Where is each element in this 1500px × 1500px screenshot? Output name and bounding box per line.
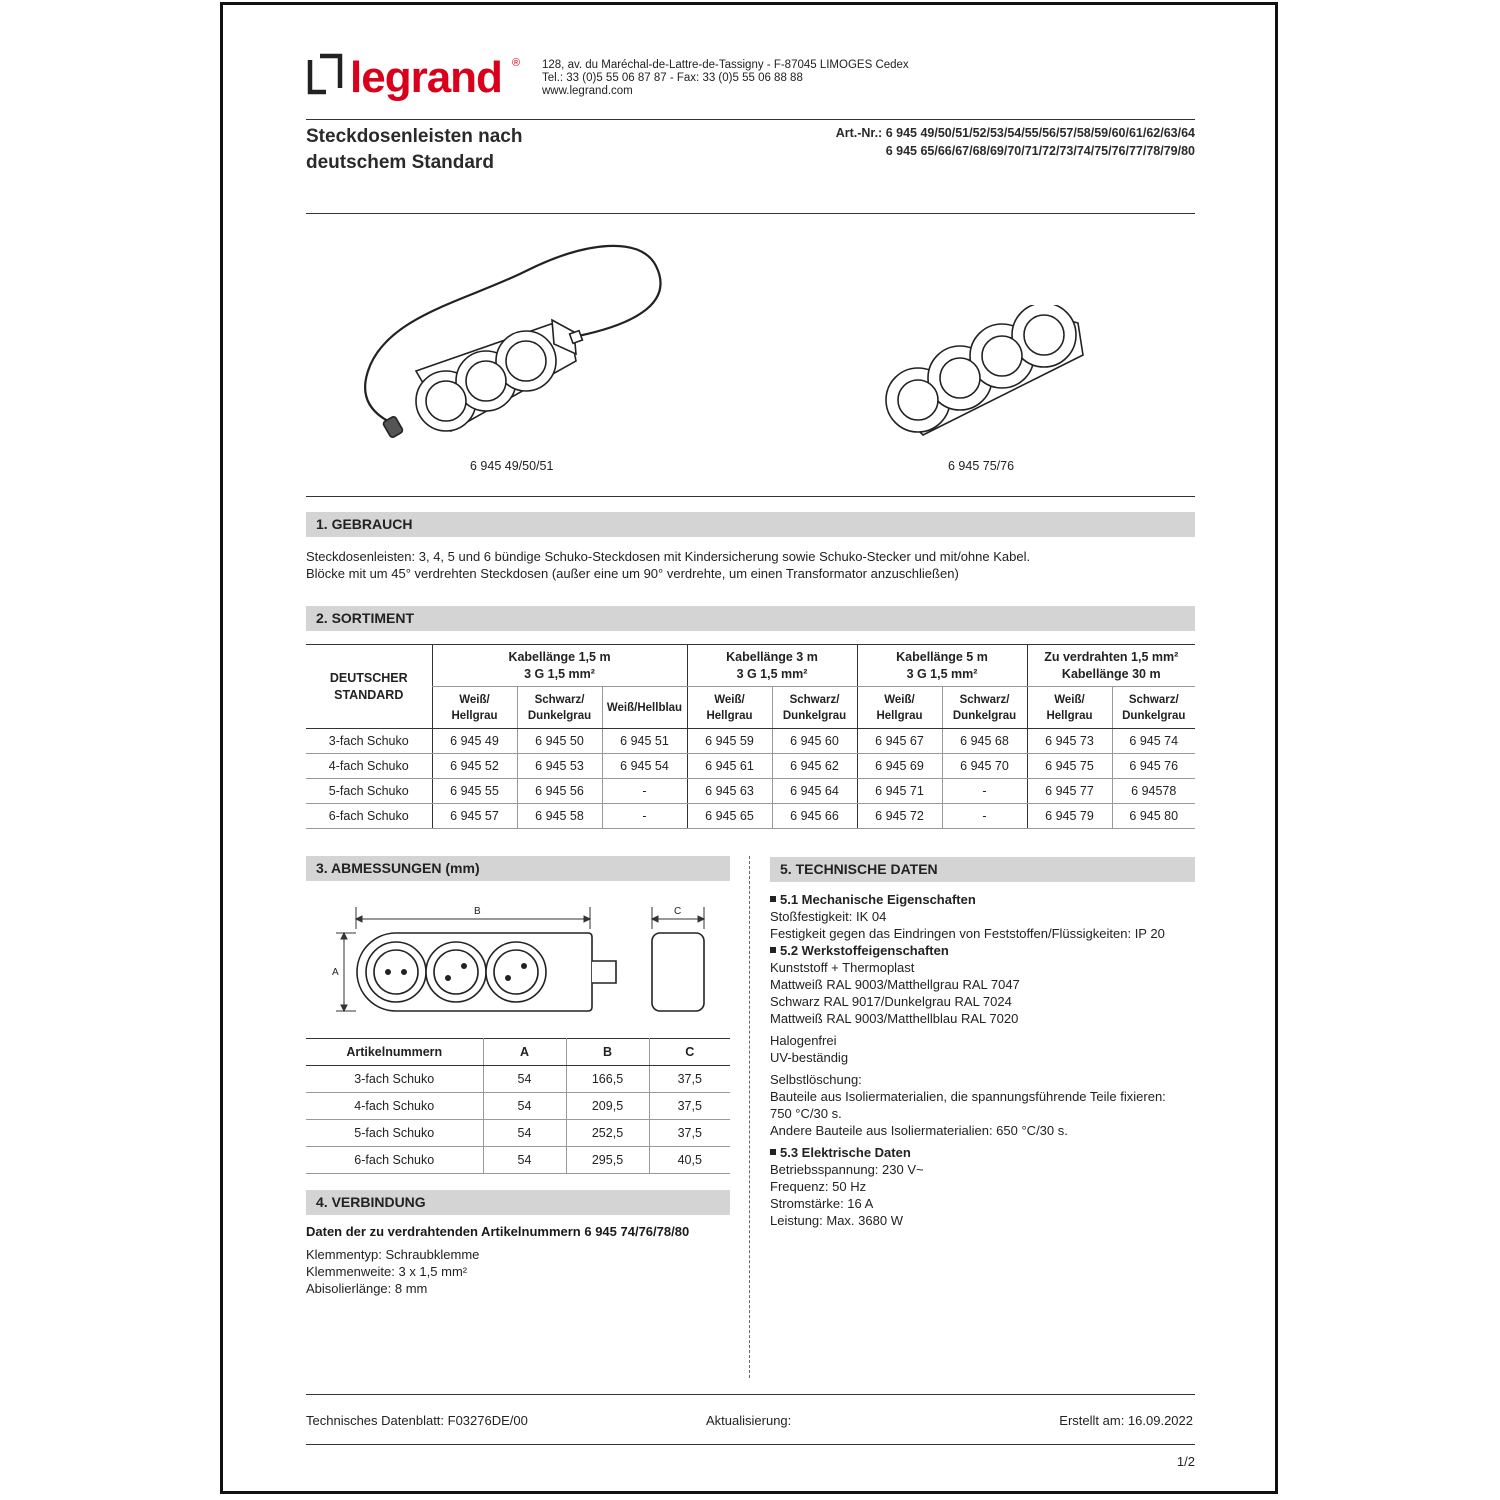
website-line: www.legrand.com — [542, 85, 633, 97]
table-cell: 6 945 68 — [942, 729, 1027, 754]
row-label: 5-fach Schuko — [306, 779, 432, 804]
table-cell: 6 945 69 — [857, 754, 942, 779]
table-cell: - — [942, 779, 1027, 804]
paragraph-line: Halogenfrei — [770, 1033, 837, 1048]
company-address — [542, 59, 909, 98]
table-cell: 54 — [483, 1093, 566, 1120]
dimension-drawing — [326, 903, 730, 1018]
subheader: Weiß/Hellblau — [602, 687, 687, 729]
subheader: Schwarz/ Dunkelgrau — [942, 687, 1027, 729]
document-title — [306, 124, 522, 176]
group-line: Kabellänge 5 m — [896, 649, 988, 664]
table-cell: 37,5 — [649, 1093, 730, 1120]
table-cell: 6 945 80 — [1112, 804, 1195, 829]
section-heading-verbindung: 4. VERBINDUNG — [306, 1190, 730, 1215]
section1-text — [306, 548, 1030, 582]
section-heading-abmessungen: 3. ABMESSUNGEN (mm) — [306, 856, 730, 881]
subheader: Weiß/ Hellgrau — [432, 687, 517, 729]
section-heading-gebrauch: 1. GEBRAUCH — [306, 512, 1195, 537]
col-header: C — [649, 1039, 730, 1066]
dim-label-b: B — [474, 906, 481, 917]
subheader: Weiß/ Hellgrau — [687, 687, 772, 729]
row-label: 4-fach Schuko — [306, 754, 432, 779]
paragraph-line: Stromstärke: 16 A — [770, 1196, 874, 1211]
subsection-title: 5.3 Elektrische Daten — [770, 1144, 1195, 1161]
footer-datasheet: Technisches Datenblatt: F03276DE/00 — [306, 1413, 528, 1428]
col-header: Artikelnummern — [306, 1039, 483, 1066]
dim-label-a: A — [332, 967, 339, 978]
table-row — [306, 754, 1195, 779]
table-cell: 6 945 59 — [687, 729, 772, 754]
section-heading-sortiment: 2. SORTIMENT — [306, 606, 1195, 631]
table-cell: 6 945 70 — [942, 754, 1027, 779]
group-header — [857, 645, 1027, 687]
footer-created: Erstellt am: 16.09.2022 — [1059, 1413, 1193, 1428]
paragraph-line: 750 °C/30 s. — [770, 1106, 842, 1121]
section-heading-technische-daten: 5. TECHNISCHE DATEN — [770, 857, 1195, 882]
group-header — [1027, 645, 1195, 687]
table-cell: - — [602, 779, 687, 804]
table-row — [306, 1093, 730, 1120]
column-separator — [749, 856, 750, 1378]
table-cell: 6-fach Schuko — [306, 1147, 483, 1174]
paragraph-line: Stoßfestigkeit: IK 04 — [770, 909, 887, 924]
verbindung-subheading: Daten der zu verdrahtenden Artikelnummern 6 945 74/76/78/80 — [306, 1224, 690, 1239]
paragraph-line: Frequenz: 50 Hz — [770, 1179, 867, 1194]
group-line: Kabellänge 30 m — [1061, 666, 1161, 681]
table-row — [306, 804, 1195, 829]
table-cell: 209,5 — [566, 1093, 649, 1120]
group-line: Kabellänge 1,5 m — [508, 649, 611, 664]
subsection-title: 5.2 Werkstoffeigenschaften — [770, 942, 1195, 959]
table-cell: 295,5 — [566, 1147, 649, 1174]
table-cell: 54 — [483, 1120, 566, 1147]
table-row — [306, 1066, 730, 1093]
page-number: 1/2 — [1176, 1454, 1195, 1469]
subsection-title: 5.1 Mechanische Eigenschaften — [770, 891, 1195, 908]
table-cell: 6 945 65 — [687, 804, 772, 829]
subheader: Weiß/ Hellgrau — [1027, 687, 1112, 729]
table-cell: 4-fach Schuko — [306, 1093, 483, 1120]
table-cell: 5-fach Schuko — [306, 1120, 483, 1147]
logo-wordmark: legrand — [350, 53, 502, 102]
corner-line: STANDARD — [334, 687, 404, 702]
table-row — [306, 1120, 730, 1147]
divider — [306, 213, 1195, 214]
table-cell: - — [602, 804, 687, 829]
table-cell: 37,5 — [649, 1120, 730, 1147]
paragraph-line: Steckdosenleisten: 3, 4, 5 und 6 bündige Schuko-Steckdosen mit Kindersicherung sowie Schuko-Stecker und mit/ohne Kabel. — [306, 549, 1031, 564]
paragraph-line: Andere Bauteile aus Isoliermaterialien: 650 °C/30 s. — [770, 1123, 1068, 1138]
svg-text:®: ® — [512, 57, 521, 69]
paragraph-line: UV-beständig — [770, 1050, 849, 1065]
title-line: deutschem Standard — [306, 152, 494, 173]
article-line: 6 945 65/66/67/68/69/70/71/72/73/74/75/76/77/78/79/80 — [885, 144, 1195, 158]
divider — [306, 1394, 1195, 1395]
table-cell: 6 945 56 — [517, 779, 602, 804]
col-header: A — [483, 1039, 566, 1066]
table-cell: 37,5 — [649, 1066, 730, 1093]
paragraph-line: Mattweiß RAL 9003/Matthellgrau RAL 7047 — [770, 977, 1020, 992]
product-image-corded — [356, 236, 676, 451]
table-cell: 6 945 50 — [517, 729, 602, 754]
table-cell: 6 945 72 — [857, 804, 942, 829]
product-image-cordless — [878, 305, 1088, 440]
dimensions-table — [306, 1038, 730, 1174]
title-line: Steckdosenleisten nach — [306, 126, 523, 147]
group-line: Kabellänge 3 m — [726, 649, 818, 664]
footer-update: Aktualisierung: — [706, 1413, 792, 1428]
table-cell: 6 945 64 — [772, 779, 857, 804]
paragraph-line: Kunststoff + Thermoplast — [770, 960, 915, 975]
paragraph-line: Blöcke mit um 45° verdrehten Steckdosen (außer eine um 90° verdrehte, um einen Transformator anzuschließen) — [306, 566, 959, 581]
group-line: 3 G 1,5 mm² — [736, 666, 808, 681]
table-cell: 6 945 58 — [517, 804, 602, 829]
table-cell: 6 945 74 — [1112, 729, 1195, 754]
paragraph-line: Abisolierlänge: 8 mm — [306, 1281, 428, 1296]
verbindung-text — [306, 1246, 479, 1297]
table-cell: 6 94578 — [1112, 779, 1195, 804]
row-label: 3-fach Schuko — [306, 729, 432, 754]
group-line: 3 G 1,5 mm² — [524, 666, 595, 681]
table-cell: 166,5 — [566, 1066, 649, 1093]
paragraph-line: Leistung: Max. 3680 W — [770, 1213, 903, 1228]
table-row — [306, 1147, 730, 1174]
table-cell: 6 945 71 — [857, 779, 942, 804]
subheader: Schwarz/ Dunkelgrau — [1112, 687, 1195, 729]
table-cell: 6 945 76 — [1112, 754, 1195, 779]
table-cell: 6 945 63 — [687, 779, 772, 804]
divider — [306, 1444, 1195, 1445]
paragraph-line: Klemmenweite: 3 x 1,5 mm² — [306, 1264, 468, 1279]
divider — [306, 119, 1195, 120]
legrand-logo — [306, 52, 526, 108]
article-numbers — [836, 124, 1195, 160]
row-label: 6-fach Schuko — [306, 804, 432, 829]
table-cell: 6 945 67 — [857, 729, 942, 754]
address-line: 128, av. du Maréchal-de-Lattre-de-Tassigny - F-87045 LIMOGES Cedex — [542, 59, 909, 71]
paragraph-line: Mattweiß RAL 9003/Matthellblau RAL 7020 — [770, 1011, 1019, 1026]
table-cell: 54 — [483, 1147, 566, 1174]
paragraph-line: Schwarz RAL 9017/Dunkelgrau RAL 7024 — [770, 994, 1012, 1009]
table-cell: 6 945 53 — [517, 754, 602, 779]
paragraph-line: Selbstlöschung: — [770, 1072, 862, 1087]
table-cell: 6 945 54 — [602, 754, 687, 779]
subheader: Schwarz/ Dunkelgrau — [517, 687, 602, 729]
paragraph-line: Klemmentyp: Schraubklemme — [306, 1247, 480, 1262]
subheader: Weiß/ Hellgrau — [857, 687, 942, 729]
dim-label-c: C — [674, 906, 682, 917]
table-row — [306, 779, 1195, 804]
paragraph-line: Festigkeit gegen das Eindringen von Feststoffen/Flüssigkeiten: IP 20 — [770, 926, 1165, 941]
group-header — [432, 645, 687, 687]
table-cell: 6 945 61 — [687, 754, 772, 779]
table-cell: 6 945 77 — [1027, 779, 1112, 804]
table-cell: 40,5 — [649, 1147, 730, 1174]
table-cell: 6 945 75 — [1027, 754, 1112, 779]
table-cell: 3-fach Schuko — [306, 1066, 483, 1093]
table-cell: 252,5 — [566, 1120, 649, 1147]
subheader: Schwarz/ Dunkelgrau — [772, 687, 857, 729]
contact-line: Tel.: 33 (0)5 55 06 87 87 - Fax: 33 (0)5 55 06 88 88 — [542, 72, 803, 84]
divider — [306, 496, 1195, 497]
paragraph-line: Bauteile aus Isoliermaterialien, die spannungsführende Teile fixieren: — [770, 1089, 1166, 1104]
image-caption-right: 6 945 75/76 — [948, 459, 1015, 473]
table-row — [306, 729, 1195, 754]
group-line: 3 G 1,5 mm² — [906, 666, 978, 681]
corner-line: DEUTSCHER — [329, 670, 408, 685]
sortiment-table — [306, 644, 1195, 829]
table-cell: 6 945 57 — [432, 804, 517, 829]
table-cell: 6 945 73 — [1027, 729, 1112, 754]
table-cell: 6 945 49 — [432, 729, 517, 754]
col-header: B — [566, 1039, 649, 1066]
table-cell: - — [942, 804, 1027, 829]
group-line: Zu verdrahten 1,5 mm² — [1044, 649, 1179, 664]
table-cell: 54 — [483, 1066, 566, 1093]
table-cell: 6 945 66 — [772, 804, 857, 829]
technical-data — [770, 891, 1195, 1229]
table-cell: 6 945 51 — [602, 729, 687, 754]
paragraph-line: Betriebsspannung: 230 V~ — [770, 1162, 924, 1177]
image-caption-left: 6 945 49/50/51 — [470, 459, 554, 473]
article-line: Art.-Nr.: 6 945 49/50/51/52/53/54/55/56/57/58/59/60/61/62/63/64 — [835, 126, 1195, 140]
table-cell: 6 945 55 — [432, 779, 517, 804]
table-cell: 6 945 62 — [772, 754, 857, 779]
table-cell: 6 945 79 — [1027, 804, 1112, 829]
table-cell: 6 945 52 — [432, 754, 517, 779]
group-header — [687, 645, 857, 687]
table-corner-header — [306, 645, 432, 729]
table-cell: 6 945 60 — [772, 729, 857, 754]
